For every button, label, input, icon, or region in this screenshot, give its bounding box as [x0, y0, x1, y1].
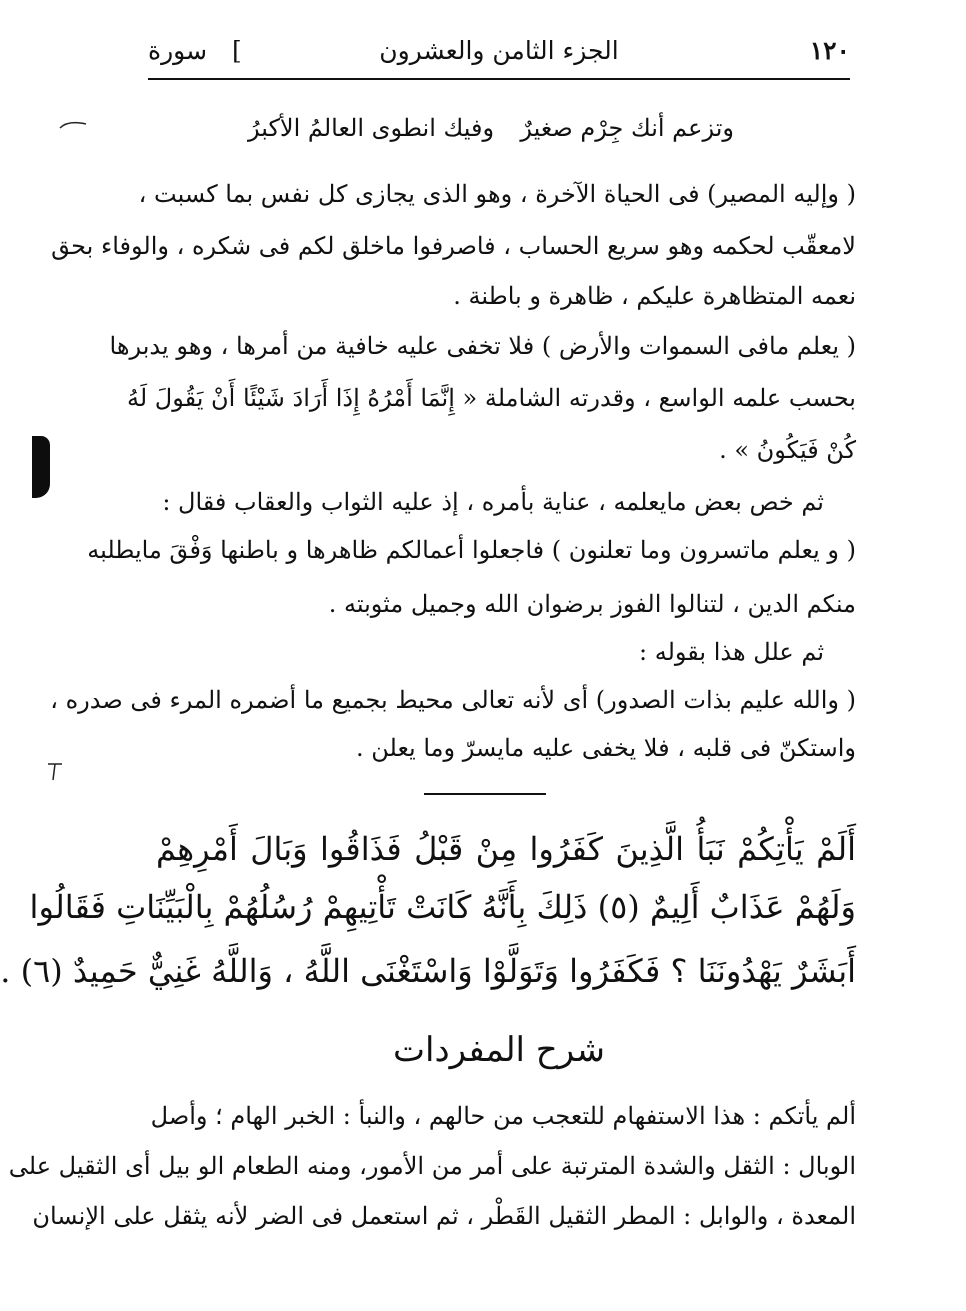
- section-separator: [424, 793, 546, 795]
- text-line: نعمه المتظاهرة عليكم ، ظاهرة و باطنة .: [453, 282, 856, 310]
- vocab-line: الوبال : الثقل والشدة المترتبة على أمر من الأمور، ومنه الطعام الو بيل أى الثقيل على: [8, 1152, 856, 1180]
- vocab-line: المعدة ، والوابل : المطر الثقيل القَطْر ، ثم استعمل فى الضر لأنه يثقل على الإنسان: [32, 1202, 856, 1230]
- text-line: بحسب علمه الواسع ، وقدرته الشاملة « إِنَّمَا أَمْرُهُ إِذَا أَرَادَ شَيْئًا أَنْ يَقُولَ لَهُ: [126, 384, 856, 412]
- text-line: ( والله عليم بذات الصدور) أى لأنه تعالى محيط بجميع ما أضمره المرء فى صدره ،: [50, 686, 856, 714]
- text-line: لامعقّب لحكمه وهو سريع الحساب ، فاصرفوا ماخلق لكم فى شكره ، والوفاء بحق: [51, 232, 856, 260]
- section-title: شرح المفردات: [392, 1030, 606, 1070]
- header-rule: [148, 78, 850, 80]
- text-line: ثم علل هذا بقوله :: [638, 638, 824, 666]
- text-line: ( يعلم مافى السموات والأرض ) فلا تخفى عليه خافية من أمرها ، وهو يدبرها: [109, 332, 856, 360]
- quran-verse-line: وَلَهُمْ عَذَابٌ أَلِيمٌ (٥) ذَلِكَ بِأَنَّهُ كَانَتْ تَأْتِيهِمْ رُسُلُهُمْ بِالْبَيِّنَاتِ فَقَالُوا: [29, 888, 856, 926]
- margin-scribble: [58, 118, 88, 132]
- text-line: ( وإليه المصير) فى الحياة الآخرة ، وهو الذى يجازى كل نفس بما كسبت ،: [138, 180, 856, 208]
- page-number: ١٢٠: [809, 36, 850, 65]
- poetry-hemistich-right: وتزعم أنك جِرْم صغيرٌ: [520, 114, 734, 142]
- text-line: ( و يعلم ماتسرون وما تعلنون ) فاجعلوا أعمالكم ظاهرها و باطنها وَفْقَ مايطلبه: [87, 536, 856, 564]
- sura-label: سورة: [148, 36, 208, 65]
- margin-scribble: [44, 760, 66, 784]
- text-line: كُنْ فَيَكُونُ » .: [719, 436, 856, 464]
- poetry-hemistich-left: وفيك انطوى العالمُ الأكبرُ: [248, 114, 495, 142]
- text-line: ثم خص بعض مايعلمه ، عناية بأمره ، إذ عليه الثواب والعقاب فقال :: [162, 488, 824, 516]
- quran-verse-line: أَلَمْ يَأْتِكُمْ نَبَأُ الَّذِينَ كَفَرُوا مِنْ قَبْلُ فَذَاقُوا وَبَالَ أَمْرِهِمْ: [156, 830, 856, 868]
- text-line: واستكنّ فى قلبه ، فلا يخفى عليه مايسرّ وما يعلن .: [355, 734, 856, 762]
- text-line: منكم الدين ، لتنالوا الفوز برضوان الله وجميل مثوبته .: [328, 590, 856, 618]
- quran-verse-line: أَبَشَرٌ يَهْدُونَنَا ؟ فَكَفَرُوا وَتَوَلَّوْا وَاسْتَغْنَى اللَّهُ ، وَاللَّهُ غَنِيٌّ حَمِيدٌ (٦) .: [0, 952, 856, 990]
- header-bracket: [: [232, 36, 242, 65]
- scan-stain: [32, 436, 50, 498]
- vocab-line: ألم يأتكم : هذا الاستفهام للتعجب من حالهم ، والنبأ : الخبر الهام ؛ وأصل: [150, 1102, 856, 1130]
- header-title: الجزء الثامن والعشرون: [379, 36, 619, 65]
- page-header: [148, 36, 850, 76]
